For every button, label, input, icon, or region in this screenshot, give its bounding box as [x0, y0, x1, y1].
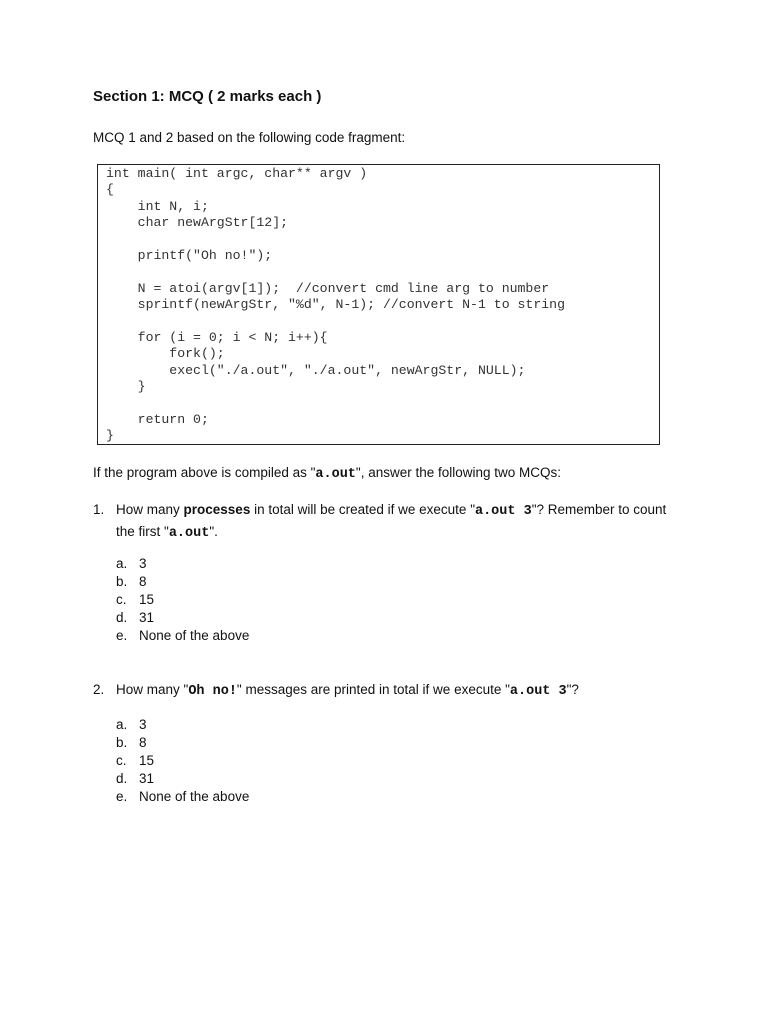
- option-letter: b.: [116, 574, 128, 589]
- question-text-part: " messages are printed in total if we execute ": [236, 682, 510, 697]
- code-line: {: [106, 182, 114, 198]
- question-text-part: How many ": [116, 682, 189, 697]
- code-line: }: [106, 379, 146, 395]
- option-letter: d.: [116, 610, 128, 625]
- option-e[interactable]: [116, 627, 249, 645]
- section-heading: Section 1: MCQ ( 2 marks each ): [93, 88, 322, 105]
- question-2: [93, 680, 683, 702]
- questions-intro-after: ", answer the following two MCQs:: [355, 465, 562, 480]
- code-line: }: [106, 428, 114, 444]
- intro-text: MCQ 1 and 2 based on the following code fragment:: [93, 130, 406, 145]
- question-text-part: How many: [116, 502, 184, 517]
- option-a[interactable]: [116, 555, 249, 573]
- option-a[interactable]: [116, 716, 249, 734]
- option-text: None of the above: [139, 789, 250, 804]
- code-line: printf("Oh no!");: [106, 247, 273, 263]
- question-code: a.out 3: [509, 684, 567, 699]
- option-letter: e.: [116, 789, 128, 804]
- option-text: 31: [139, 610, 155, 625]
- question-code: a.out 3: [474, 504, 532, 519]
- question-number: 1.: [93, 502, 105, 517]
- option-c[interactable]: [116, 752, 249, 770]
- option-letter: b.: [116, 735, 128, 750]
- option-letter: e.: [116, 628, 128, 643]
- code-line: execl("./a.out", "./a.out", newArgStr, NULL);: [106, 362, 526, 378]
- option-c[interactable]: [116, 591, 249, 609]
- code-block: [97, 164, 660, 445]
- question-text-part: in total will be created if we execute ": [250, 502, 475, 517]
- code-line: N = atoi(argv[1]); //convert cmd line arg to number: [106, 280, 550, 296]
- option-text: 15: [139, 753, 155, 768]
- code-line: [106, 264, 565, 280]
- questions-intro: [93, 465, 561, 482]
- option-letter: c.: [116, 753, 127, 768]
- code-line: sprintf(newArgStr, "%d", N-1); //convert N-1 to string: [106, 297, 565, 313]
- question-number: 2.: [93, 682, 105, 697]
- option-text: 15: [139, 592, 155, 607]
- question-text: [116, 680, 683, 702]
- question-text-part: "?: [566, 682, 579, 697]
- question-1: [93, 500, 683, 544]
- question-1-options: [116, 555, 249, 645]
- option-d[interactable]: [116, 609, 249, 627]
- option-letter: a.: [116, 556, 128, 571]
- code-line: char newArgStr[12];: [106, 215, 289, 231]
- question-2-options: [116, 716, 249, 806]
- question-emphasis: processes: [183, 502, 251, 517]
- code-line: for (i = 0; i < N; i++){: [106, 329, 328, 345]
- code-line: [106, 232, 565, 248]
- questions-intro-code: a.out: [315, 467, 356, 482]
- option-letter: c.: [116, 592, 127, 607]
- option-text: 3: [139, 556, 147, 571]
- question-text-part: "? Remember to count the first ": [116, 502, 667, 539]
- code-line: return 0;: [106, 411, 209, 427]
- questions-intro-before: If the program above is compiled as ": [93, 465, 316, 480]
- option-text: 8: [139, 735, 147, 750]
- option-d[interactable]: [116, 770, 249, 788]
- question-code: a.out: [168, 526, 210, 541]
- option-b[interactable]: [116, 734, 249, 752]
- code-line: [106, 395, 565, 411]
- code-line: int N, i;: [106, 198, 209, 214]
- option-text: 31: [139, 771, 155, 786]
- question-code: Oh no!: [188, 684, 237, 699]
- option-letter: a.: [116, 717, 128, 732]
- option-e[interactable]: [116, 788, 249, 806]
- code-line: fork();: [106, 346, 225, 362]
- option-text: 8: [139, 574, 147, 589]
- question-text: [116, 500, 683, 544]
- option-text: None of the above: [139, 628, 250, 643]
- option-text: 3: [139, 717, 147, 732]
- question-text-part: ".: [209, 524, 218, 539]
- option-letter: d.: [116, 771, 128, 786]
- code-listing: [106, 166, 565, 445]
- code-line: int main( int argc, char** argv ): [106, 166, 368, 181]
- option-b[interactable]: [116, 573, 249, 591]
- code-line: [106, 314, 565, 330]
